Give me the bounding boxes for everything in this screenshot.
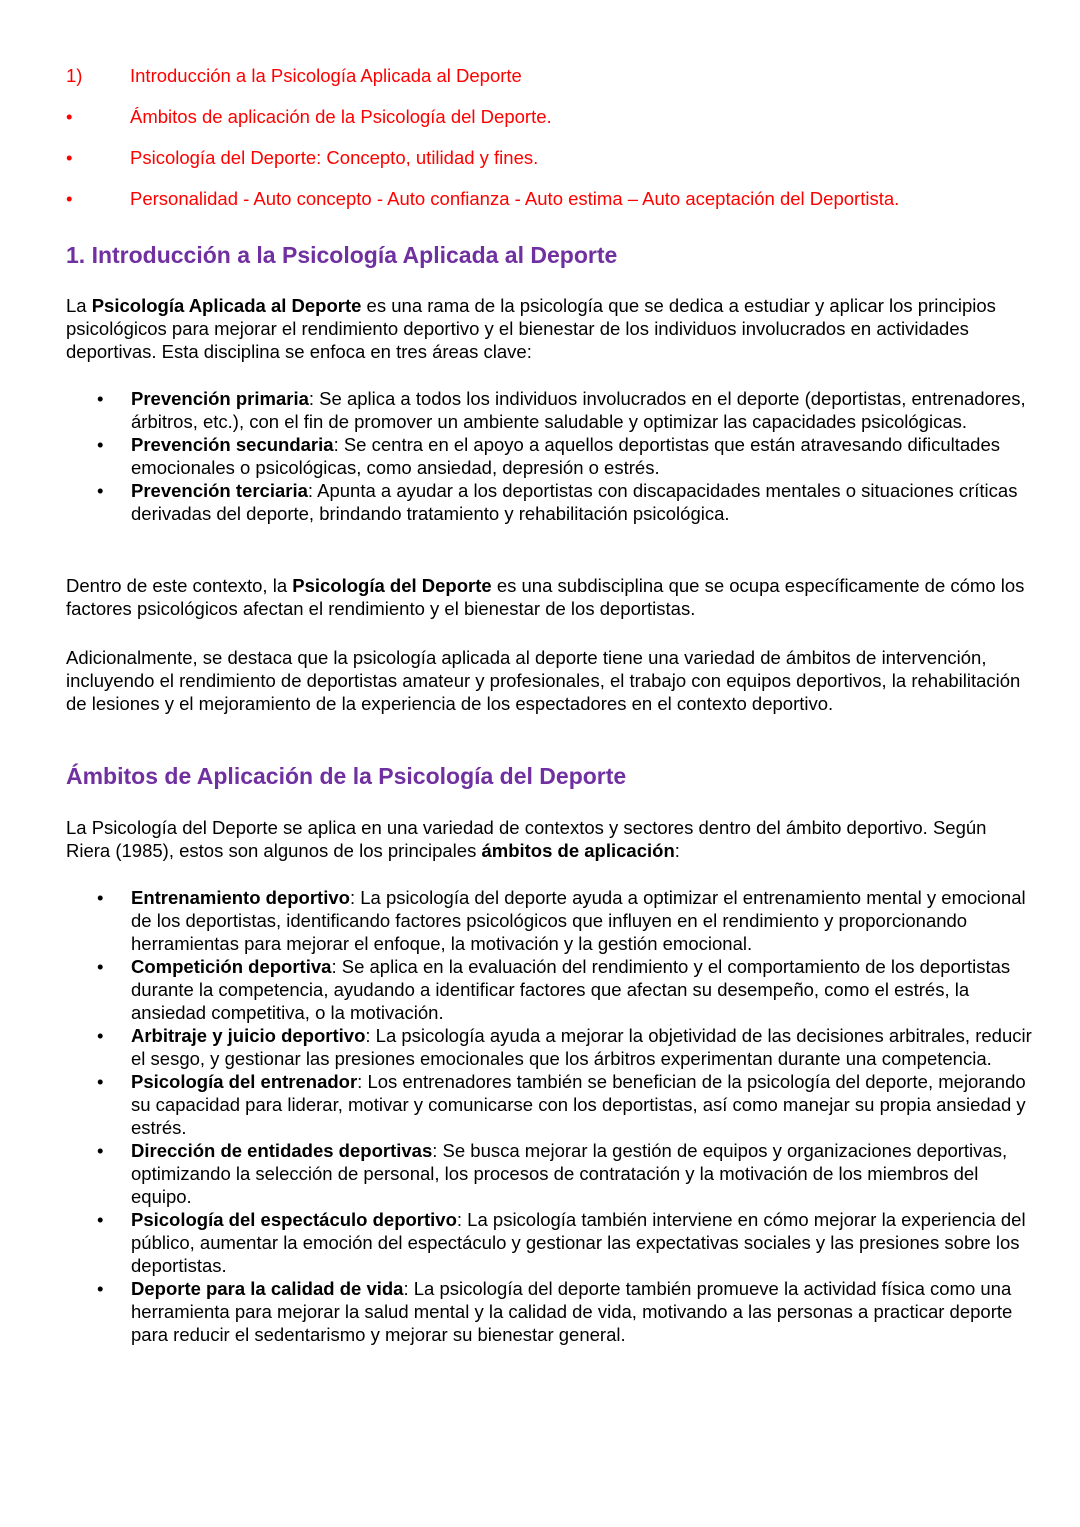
list-item-text: : Se centra en el apoyo a aquellos deportistas que están atravesando dificultades emocionales o psicológicas, como ansiedad, depresión o estrés. [131,434,1001,478]
list-item-term: Competición deportiva [131,956,332,977]
list-item-term: Prevención primaria [131,388,309,409]
list-item [0,1139,1040,1208]
list-item-term: Entrenamiento deportivo [131,887,350,908]
topic-item [66,62,1026,90]
bullet: • [97,1071,104,1092]
bullet: • [97,956,104,977]
section1-paragraph-2 [66,574,1026,620]
topic-item [66,103,1026,131]
list-item-text: : Apunta a ayudar a los deportistas con discapacidades mentales o situaciones críticas derivadas del deporte, brindando tratamiento y rehabilitación psicológica. [131,480,1018,524]
list-item [0,886,1040,955]
section2-heading: Ámbitos de Aplicación de la Psicología del Deporte [66,763,627,789]
list-item [0,1208,1040,1277]
application-areas-list [0,886,1040,1346]
list-item-term: Arbitraje y juicio deportivo [131,1025,366,1046]
bullet: • [97,480,104,501]
topic-item [66,185,1026,213]
list-item [0,1070,1040,1139]
list-item-text: : La psicología del deporte ayuda a optimizar el entrenamiento mental y emocional de los deportistas, identificando factores psicológicos que influyen en el rendimiento y proporcionando herramientas para mejorar el enfoque, la motivación y la gestión emocional. [131,887,1026,954]
list-item [0,387,1040,433]
list-item-term: Dirección de entidades deportivas [131,1140,433,1161]
list-item-text: : Se aplica a todos los individuos involucrados en el deporte (deportistas, entrenadores, árbitros, etc.), con el fin de promover un ambiente saludable y optimizar las capacidades psicológicas. [131,388,1026,432]
topic-text: Introducción a la Psicología Aplicada al Deporte [130,65,522,86]
paragraph-bold: Psicología del Deporte [292,575,492,596]
bullet: • [97,1140,104,1161]
list-item [0,433,1040,479]
topic-text: Ámbitos de aplicación de la Psicología del Deporte. [130,106,552,127]
bullet: • [97,1209,104,1230]
topic-marker: • [66,188,73,209]
topic-marker: • [66,147,73,168]
prevention-list [0,387,1040,525]
topic-text: Psicología del Deporte: Concepto, utilidad y fines. [130,147,539,168]
list-item-text: : La psicología también interviene en cómo mejorar la experiencia del público, aumentar la emoción del espectáculo y gestionar las expectativas sociales y las presiones sobre los deportistas. [131,1209,1026,1276]
list-item-text: : La psicología ayuda a mejorar la objetividad de las decisiones arbitrales, reducir el sesgo, y gestionar las presiones emocionales que los árbitros experimentan durante una competencia. [131,1025,1032,1069]
paragraph-text: Dentro de este contexto, la [66,575,293,596]
list-item-text: : Los entrenadores también se benefician de la psicología del deporte, mejorando su capacidad para liderar, motivar y comunicarse con los deportistas, así como manejar su propia ansiedad y estrés. [131,1071,1026,1138]
intro-text: : [674,840,680,861]
section1-paragraph-3: Adicionalmente, se destaca que la psicología aplicada al deporte tiene una variedad de ámbitos de intervención, incluyendo el rendimiento de deportistas amateur y profesionales, el trabajo con equipos deportivos, la rehabilitación de lesiones y el mejoramiento de la experiencia de los espectadores en el contexto deportivo. [66,647,1021,714]
intro-text: La [66,295,92,316]
list-item-text: : La psicología del deporte también promueve la actividad física como una herramienta para mejorar la salud mental y la calidad de vida, motivando a las personas a practicar deporte para reducir el sedentarismo y mejorar su bienestar general. [131,1278,1013,1345]
intro-bold: Psicología Aplicada al Deporte [91,295,362,316]
bullet: • [97,887,104,908]
topic-marker: 1) [66,65,83,86]
bullet: • [97,388,104,409]
list-item [0,1277,1040,1346]
bullet: • [97,1278,104,1299]
section1-heading: 1. Introducción a la Psicología Aplicada al Deporte [66,242,618,268]
bullet: • [97,434,104,455]
topic-item [66,144,1026,172]
intro-text: La Psicología del Deporte se aplica en una variedad de contextos y sectores dentro del ámbito deportivo. Según Riera (1985), estos son algunos de los principales [66,817,987,861]
list-item [0,955,1040,1024]
list-item-term: Psicología del espectáculo deportivo [131,1209,457,1230]
topic-list [66,62,1026,226]
list-item-term: Psicología del entrenador [131,1071,358,1092]
list-item-text: : Se aplica en la evaluación del rendimiento y el comportamiento de los deportistas durante la competencia, ayudando a identificar factores que afectan su desempeño, como el estrés, la ansiedad competitiva, o la motivación. [131,956,1011,1023]
bullet: • [97,1025,104,1046]
topic-marker: • [66,106,73,127]
topic-text: Personalidad - Auto concepto - Auto confianza - Auto estima – Auto aceptación del Deportista. [130,188,900,209]
intro-bold: ámbitos de aplicación [481,840,675,861]
list-item-term: Prevención terciaria [131,480,308,501]
list-item-term: Prevención secundaria [131,434,334,455]
section1-intro [66,294,1026,363]
paragraph-text: es una subdisciplina que se ocupa específicamente de cómo los factores psicológicos afectan el rendimiento y el bienestar de los deportistas. [66,575,1025,619]
intro-text: es una rama de la psicología que se dedica a estudiar y aplicar los principios psicológicos para mejorar el rendimiento deportivo y el bienestar de los individuos involucrados en actividades deportivas. Esta disciplina se enfoca en tres áreas clave: [66,295,996,362]
list-item-text: : Se busca mejorar la gestión de equipos y organizaciones deportivas, optimizando la selección de personal, los procesos de contratación y la motivación de los miembros del equipo. [131,1140,1008,1207]
section2-intro [66,816,1026,862]
list-item-term: Deporte para la calidad de vida [131,1278,404,1299]
list-item [0,479,1040,525]
list-item [0,1024,1040,1070]
